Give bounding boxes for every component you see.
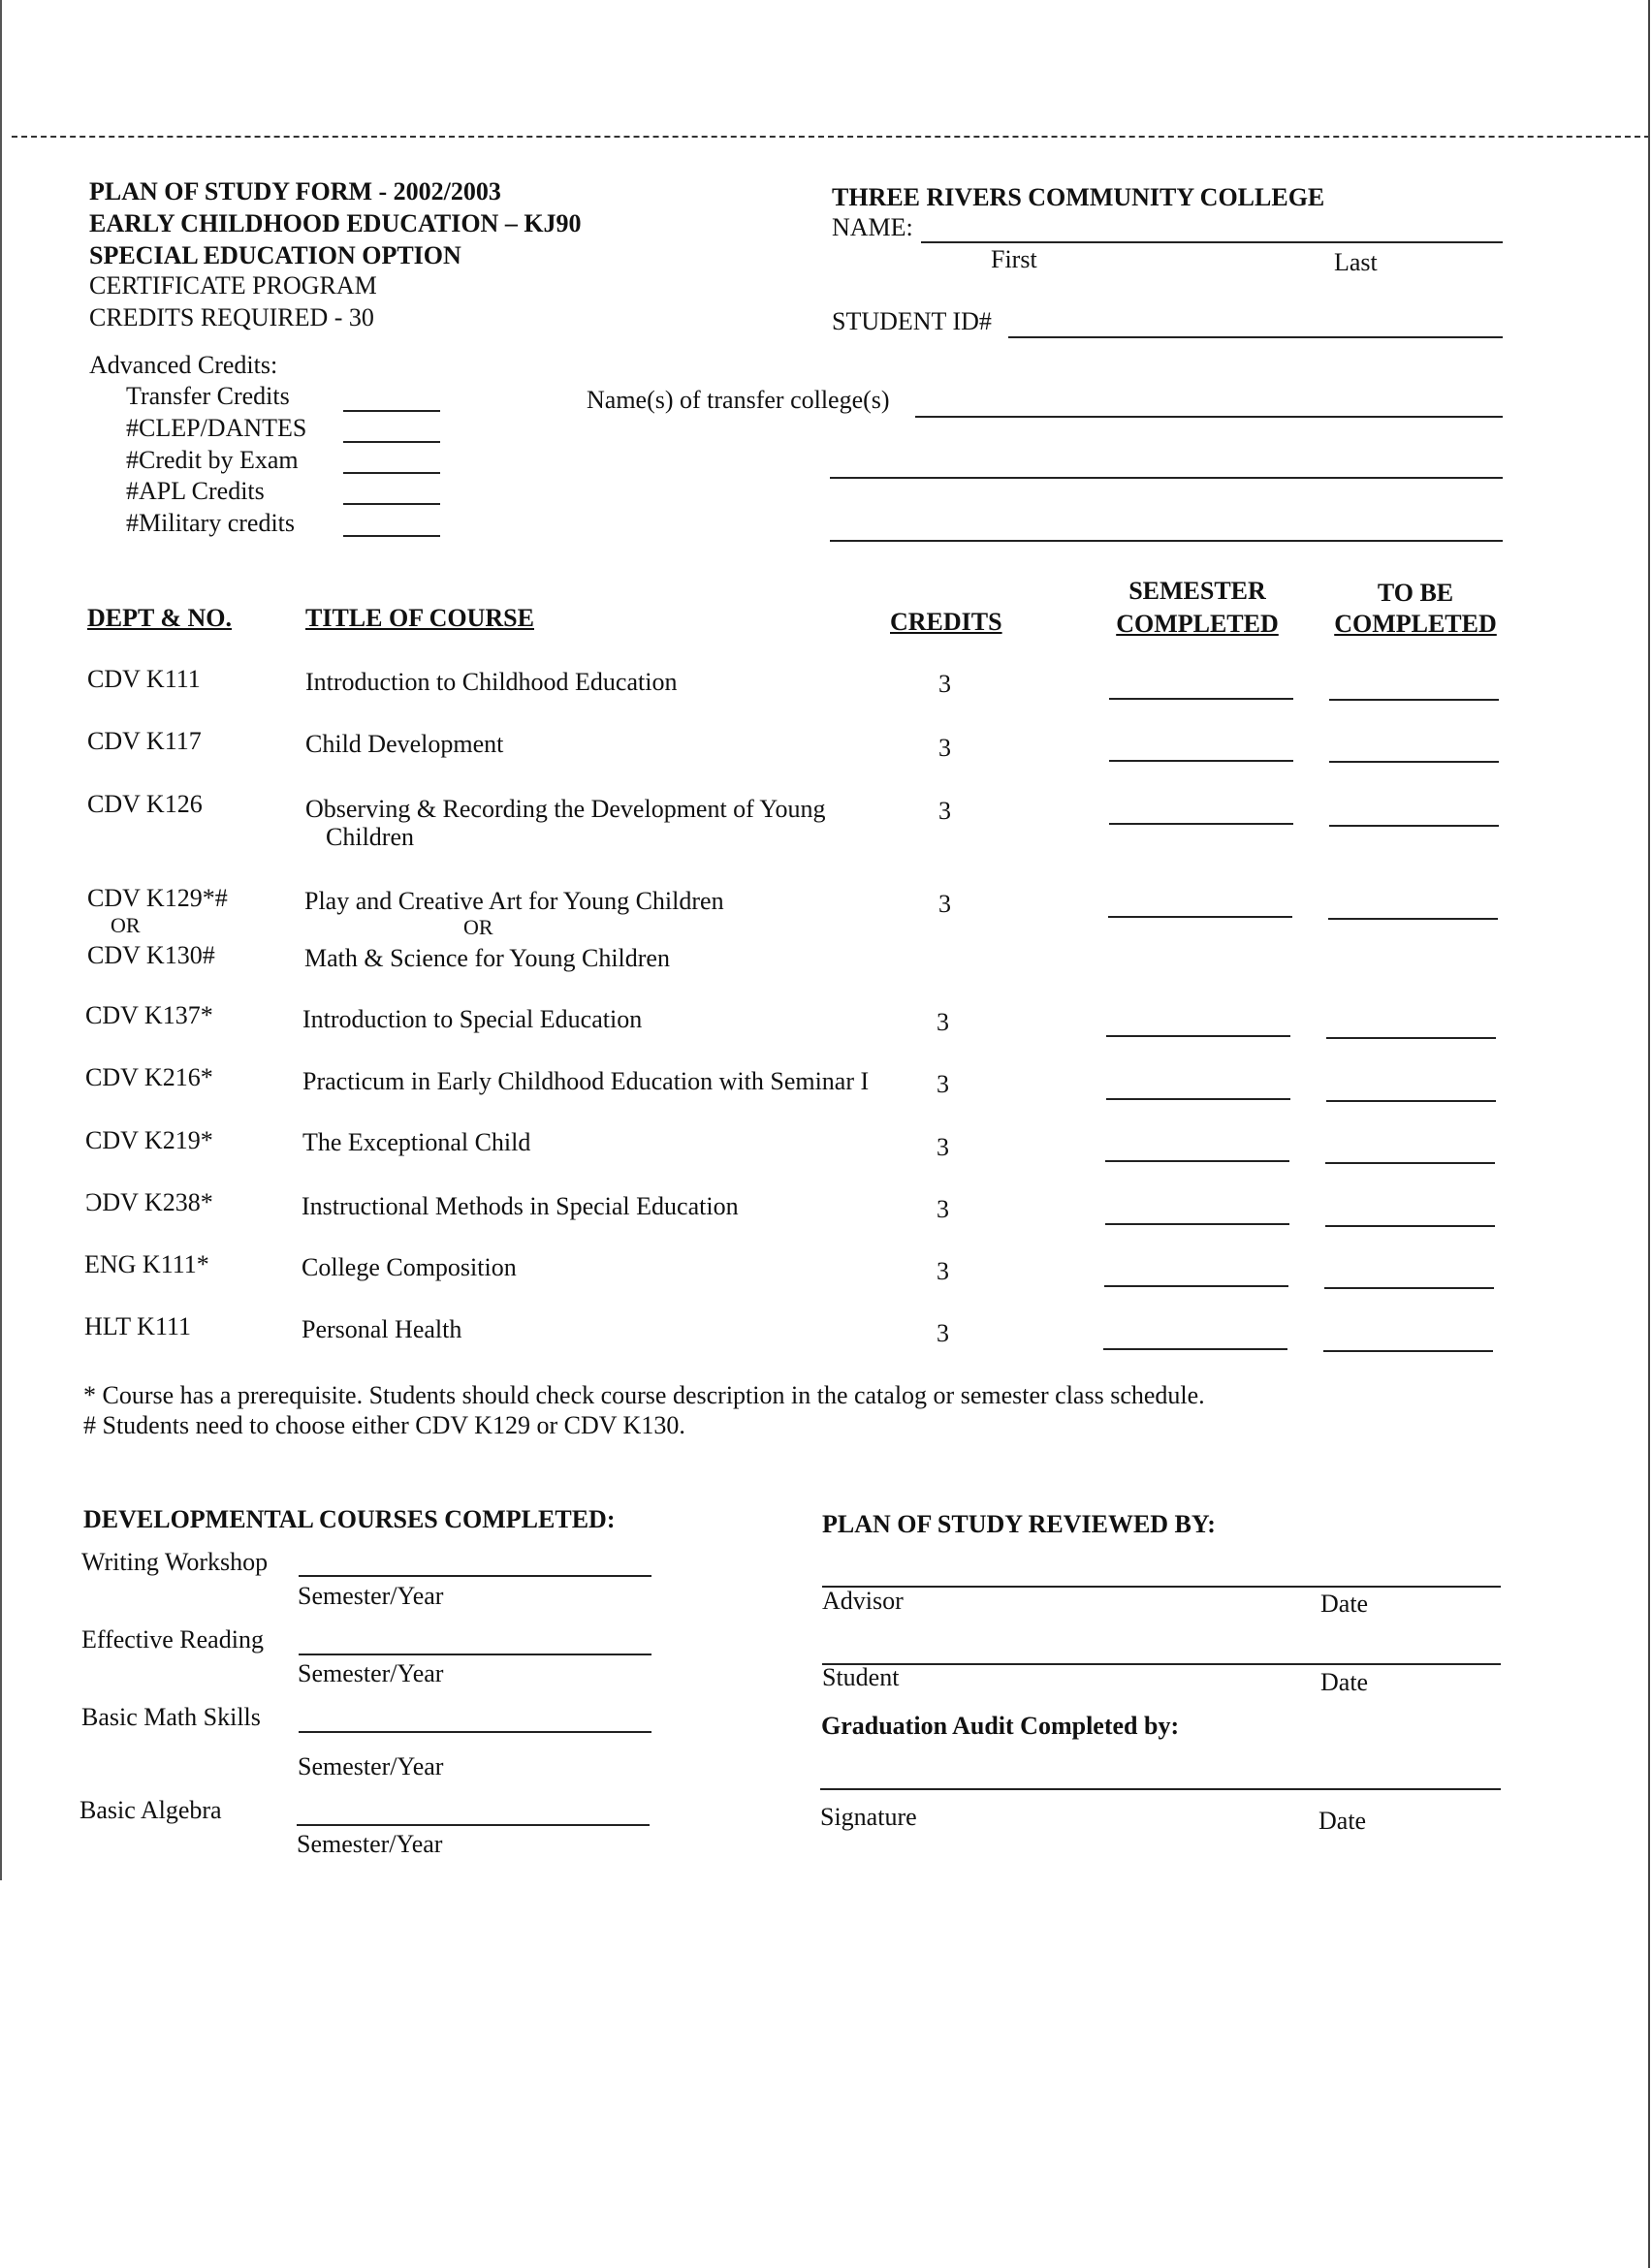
header-title: TITLE OF COURSE — [305, 604, 534, 632]
advisor-date-label: Date — [1320, 1590, 1369, 1618]
audit-signature-field[interactable] — [820, 1788, 1501, 1790]
program-type: CERTIFICATE PROGRAM — [89, 271, 377, 299]
form-title: PLAN OF STUDY FORM - 2002/2003 — [89, 177, 501, 205]
advanced-credit-label: #CLEP/DANTES — [126, 414, 307, 442]
left-scan-edge — [0, 0, 2, 1880]
course-title: Instructional Methods in Special Education — [302, 1192, 739, 1220]
first-label: First — [991, 245, 1037, 273]
course-dept-alt: CDV K130# — [87, 941, 215, 969]
semester-completed-field[interactable] — [1105, 1160, 1289, 1162]
choice-note: # Students need to choose either CDV K129 or CDV K130. — [83, 1411, 685, 1439]
header-credits: CREDITS — [890, 608, 1002, 636]
student-id-field[interactable] — [1008, 336, 1503, 338]
advisor-signature-field[interactable] — [822, 1586, 1501, 1588]
review-title: PLAN OF STUDY REVIEWED BY: — [822, 1510, 1216, 1538]
to-be-completed-field[interactable] — [1323, 1350, 1493, 1352]
to-be-completed-field[interactable] — [1329, 825, 1499, 827]
signature-date-label: Date — [1318, 1807, 1367, 1835]
transfer-college-field-3[interactable] — [830, 540, 1503, 542]
right-scan-edge — [1648, 0, 1650, 2268]
developmental-title: DEVELOPMENTAL COURSES COMPLETED: — [83, 1505, 616, 1533]
to-be-completed-field[interactable] — [1326, 1037, 1496, 1039]
advanced-credit-label: #Military credits — [126, 509, 296, 537]
course-credits: 3 — [937, 1070, 949, 1098]
course-credits: 3 — [938, 797, 951, 825]
course-title-cont: Children — [326, 823, 414, 851]
header-semester: SEMESTER — [1128, 577, 1266, 605]
advanced-credit-label: #APL Credits — [126, 477, 265, 505]
course-title: Introduction to Special Education — [302, 1005, 643, 1033]
name-label: NAME: — [832, 213, 913, 241]
developmental-course-label: Effective Reading — [81, 1625, 264, 1654]
advanced-credit-field[interactable] — [343, 535, 440, 537]
course-title: Observing & Recording the Development of Young — [305, 795, 826, 823]
semester-completed-field[interactable] — [1109, 823, 1293, 825]
student-signature-field[interactable] — [822, 1663, 1501, 1665]
semester-completed-field[interactable] — [1104, 1285, 1288, 1287]
program-title: EARLY CHILDHOOD EDUCATION – KJ90 — [89, 209, 582, 237]
to-be-completed-field[interactable] — [1329, 699, 1499, 701]
student-label: Student — [822, 1663, 900, 1691]
course-credits: 3 — [937, 1133, 949, 1161]
developmental-course-label: Basic Algebra — [79, 1796, 222, 1824]
to-be-completed-field[interactable] — [1328, 918, 1498, 920]
course-credits: 3 — [937, 1257, 949, 1285]
header-tobe: TO BE — [1377, 579, 1454, 607]
semester-completed-field[interactable] — [1109, 760, 1293, 762]
course-dept: HLT K111 — [84, 1312, 192, 1340]
or-label-dept: OR — [111, 913, 141, 937]
course-title: Practicum in Early Childhood Education with Seminar I — [302, 1067, 870, 1095]
semester-year-label: Semester/Year — [298, 1582, 444, 1610]
college-name: THREE RIVERS COMMUNITY COLLEGE — [832, 183, 1325, 211]
transfer-college-field-1[interactable] — [915, 416, 1503, 418]
course-dept: CDV K111 — [87, 665, 201, 693]
advanced-credits-title: Advanced Credits: — [89, 351, 278, 379]
course-dept: CDV K117 — [87, 727, 202, 755]
course-title: Child Development — [305, 730, 504, 758]
semester-year-label: Semester/Year — [298, 1659, 444, 1687]
course-title-alt: Math & Science for Young Children — [304, 944, 670, 972]
developmental-course-field[interactable] — [299, 1654, 651, 1655]
audit-title: Graduation Audit Completed by: — [821, 1712, 1180, 1740]
semester-completed-field[interactable] — [1109, 698, 1293, 700]
semester-completed-field[interactable] — [1103, 1348, 1287, 1350]
course-credits: 3 — [938, 670, 951, 698]
option-title: SPECIAL EDUCATION OPTION — [89, 241, 461, 269]
header-tobe-completed: COMPLETED — [1334, 610, 1497, 638]
to-be-completed-field[interactable] — [1325, 1162, 1495, 1164]
to-be-completed-field[interactable] — [1329, 761, 1499, 763]
to-be-completed-field[interactable] — [1324, 1287, 1494, 1289]
developmental-course-field[interactable] — [299, 1575, 651, 1577]
semester-completed-field[interactable] — [1106, 1098, 1290, 1100]
advanced-credit-field[interactable] — [343, 472, 440, 474]
semester-year-label: Semester/Year — [297, 1830, 443, 1858]
advisor-label: Advisor — [822, 1587, 904, 1615]
advanced-credit-field[interactable] — [343, 441, 440, 443]
developmental-course-label: Writing Workshop — [81, 1548, 269, 1576]
course-title: Personal Health — [302, 1315, 462, 1343]
credits-required: CREDITS REQUIRED - 30 — [89, 303, 374, 331]
transfer-college-label: Name(s) of transfer college(s) — [587, 386, 890, 414]
course-dept: CDV K129*# — [87, 884, 228, 912]
developmental-course-field[interactable] — [297, 1824, 650, 1826]
course-dept: CDV K219* — [85, 1126, 213, 1154]
student-id-label: STUDENT ID# — [832, 307, 992, 335]
semester-completed-field[interactable] — [1106, 1035, 1290, 1037]
name-field[interactable] — [921, 241, 1503, 243]
course-credits: 3 — [937, 1008, 949, 1036]
top-scan-line — [12, 136, 1650, 145]
course-dept: ƆDV K238* — [85, 1188, 213, 1216]
last-label: Last — [1334, 248, 1378, 276]
advanced-credit-field[interactable] — [343, 410, 440, 412]
course-dept: CDV K216* — [85, 1063, 213, 1091]
course-title: Introduction to Childhood Education — [305, 668, 678, 696]
signature-label: Signature — [820, 1803, 917, 1831]
course-dept: CDV K137* — [85, 1001, 213, 1029]
header-semester-completed: COMPLETED — [1116, 610, 1279, 638]
course-title: The Exceptional Child — [302, 1128, 531, 1156]
transfer-college-field-2[interactable] — [830, 477, 1503, 479]
semester-year-label: Semester/Year — [298, 1752, 444, 1780]
advanced-credit-field[interactable] — [343, 503, 440, 505]
developmental-course-field[interactable] — [299, 1731, 651, 1733]
semester-completed-field[interactable] — [1108, 916, 1292, 918]
or-label-title: OR — [463, 915, 493, 939]
advanced-credit-label: #Credit by Exam — [126, 446, 299, 474]
course-credits: 3 — [937, 1319, 949, 1347]
course-credits: 3 — [938, 890, 951, 918]
developmental-course-label: Basic Math Skills — [81, 1703, 261, 1731]
header-dept: DEPT & NO. — [87, 604, 233, 632]
prerequisite-note: * Course has a prerequisite. Students should check course description in the catalog or semester class schedule. — [83, 1381, 1205, 1409]
course-credits: 3 — [938, 734, 951, 762]
course-dept: ENG K111* — [84, 1250, 209, 1278]
to-be-completed-field[interactable] — [1326, 1100, 1496, 1102]
course-credits: 3 — [937, 1195, 949, 1223]
student-date-label: Date — [1320, 1668, 1369, 1696]
semester-completed-field[interactable] — [1105, 1223, 1289, 1225]
course-title: Play and Creative Art for Young Children — [304, 887, 724, 915]
advanced-credit-label: Transfer Credits — [126, 382, 290, 410]
course-title: College Composition — [302, 1253, 517, 1281]
to-be-completed-field[interactable] — [1325, 1225, 1495, 1227]
course-dept: CDV K126 — [87, 790, 203, 818]
